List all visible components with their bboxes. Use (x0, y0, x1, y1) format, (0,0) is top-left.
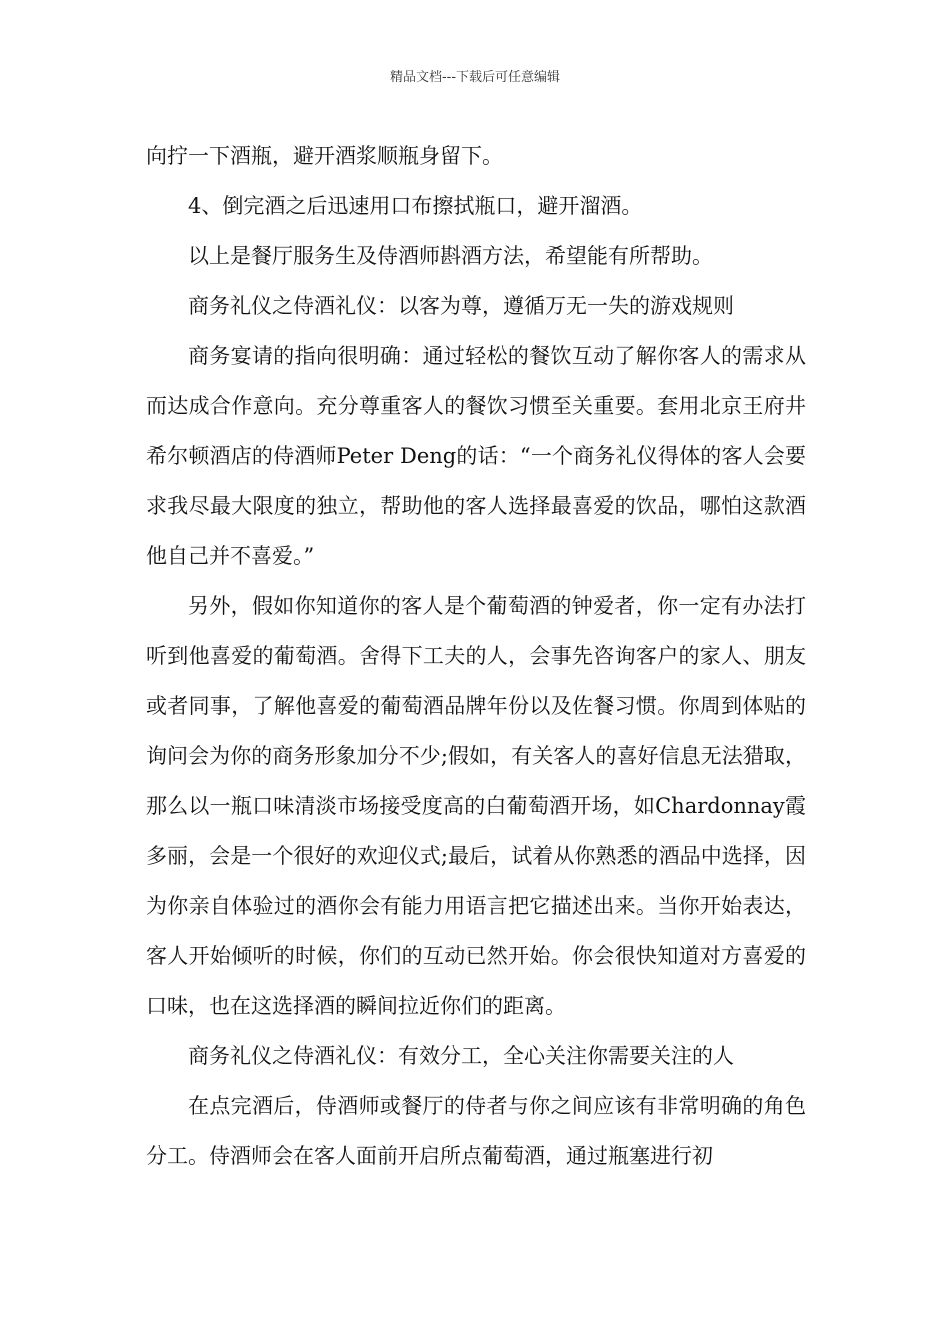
paragraph: 以上是餐厅服务生及侍酒师斟酒方法，希望能有所帮助。 (188, 244, 713, 268)
paragraph: 另外，假如你知道你的客人是个葡萄酒的钟爱者，你一定有办法打听到他喜爱的葡萄酒。舍得下工夫的人，会事先咨询客户的家人、朋友或者同事，了解他喜爱的葡萄酒品牌年份以及佐餐习惯。你周到体贴的询问会为你的商务形象加分不少;假如，有关客人的喜好信息无法猎取，那么以一瓶口味清淡市场接受度高的白葡萄酒开场，如Chardonnay霞多丽，会是一个很好的欢迎仪式;最后，试着从你熟悉的酒品中选择，因为你亲自体验过的酒你会有能力用语言把它描述出来。当你开始表达，客人开始倾听的时候，你们的互动已然开始。你会很快知道对方喜爱的口味，也在这选择酒的瞬间拉近你们的距离。 (146, 594, 806, 1018)
section-heading: 商务礼仪之侍酒礼仪：有效分工，全心关注你需要关注的人 (188, 1044, 734, 1068)
document-body (146, 131, 806, 1181)
paragraph: 商务宴请的指向很明确：通过轻松的餐饮互动了解你客人的需求从而达成合作意向。充分尊重客人的餐饮习惯至关重要。套用北京王府井希尔顿酒店的侍酒师Peter Deng的话：“一个商务礼仪得体的客人会要求我尽最大限度的独立，帮助他的客人选择最喜爱的饮品，哪怕这款酒他自己并不喜爱。” (146, 344, 806, 568)
page-header: 精品文档---下载后可任意编辑 (389, 70, 561, 85)
paragraph: 向拧一下酒瓶，避开酒浆顺瓶身留下。 (146, 144, 503, 168)
paragraph: 4、倒完酒之后迅速用口布擦拭瓶口，避开溜酒。 (188, 194, 643, 218)
section-heading: 商务礼仪之侍酒礼仪：以客为尊，遵循万无一失的游戏规则 (188, 294, 734, 318)
paragraph: 在点完酒后，侍酒师或餐厅的侍者与你之间应该有非常明确的角色分工。侍酒师会在客人面前开启所点葡萄酒，通过瓶塞进行初 (146, 1094, 806, 1168)
